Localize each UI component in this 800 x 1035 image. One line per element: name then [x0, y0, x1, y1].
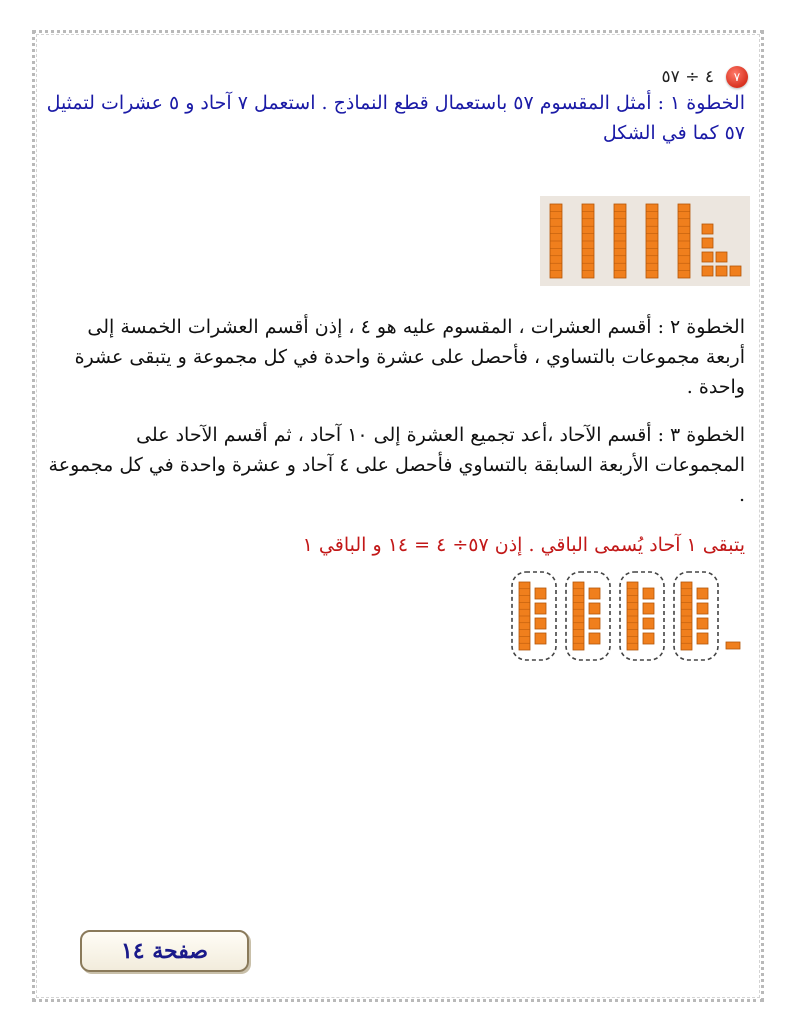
- ones-cube: [535, 603, 546, 614]
- ones-cube: [702, 266, 713, 276]
- group-outline: [512, 572, 556, 660]
- grouped-model: [508, 568, 758, 668]
- group-outline: [620, 572, 664, 660]
- ones-cube: [643, 633, 654, 644]
- ones-cube: [589, 618, 600, 629]
- remainder-cube: [726, 642, 740, 649]
- group-outline: [566, 572, 610, 660]
- ones-cube: [716, 252, 727, 262]
- ones-cube: [643, 603, 654, 614]
- ones-cube: [697, 588, 708, 599]
- step-3-text: الخطوة ٣ : أقسم الآحاد ،أعد تجميع العشرة إلى ١٠ آحاد ، ثم أقسم الآحاد على المجموعات الأربعة السابقة بالتساوي فأحصل على ٤ آحاد و عشرة واحدة في كل مجموعة .: [48, 424, 745, 506]
- ones-cube: [697, 633, 708, 644]
- ones-cube: [697, 618, 708, 629]
- ones-cube: [643, 618, 654, 629]
- division-expression: ٤ ÷ ٥٧: [661, 67, 714, 87]
- group-outline: [674, 572, 718, 660]
- ones-cube: [697, 603, 708, 614]
- problem-number-badge: ٧: [726, 66, 748, 88]
- ones-cube: [589, 603, 600, 614]
- page-border-inner: [36, 34, 760, 998]
- ones-cube: [589, 633, 600, 644]
- ones-cube: [702, 224, 713, 234]
- ones-cube: [643, 588, 654, 599]
- ones-cube: [716, 266, 727, 276]
- base-ten-model-57: [540, 196, 750, 286]
- ones-cube: [589, 588, 600, 599]
- step-2-text: الخطوة ٢ : أقسم العشرات ، المقسوم عليه هو ٤ ، إذن أقسم العشرات الخمسة إلى أربعة مجموعات بالتساوي ، فأحصل على عشرة واحدة في كل مجموعة و يتبقى عشرة واحدة .: [74, 316, 745, 398]
- result-text: يتبقى ١ آحاد يُسمى الباقي . إذن ٥٧÷ ٤ = ١٤ و الباقي ١: [302, 534, 745, 556]
- ones-cube: [702, 238, 713, 248]
- step-1-text: الخطوة ١ : أمثل المقسوم ٥٧ باستعمال قطع النماذج . استعمل ٧ آحاد و ٥ عشرات لتمثيل ٥٧ كما في الشكل: [46, 92, 745, 144]
- ones-cube: [730, 266, 741, 276]
- page-number-label: صفحة ١٤: [80, 930, 249, 972]
- ones-cube: [535, 588, 546, 599]
- problem-header: [662, 66, 748, 88]
- ones-cube: [535, 633, 546, 644]
- ones-cube: [535, 618, 546, 629]
- ones-cube: [702, 252, 713, 262]
